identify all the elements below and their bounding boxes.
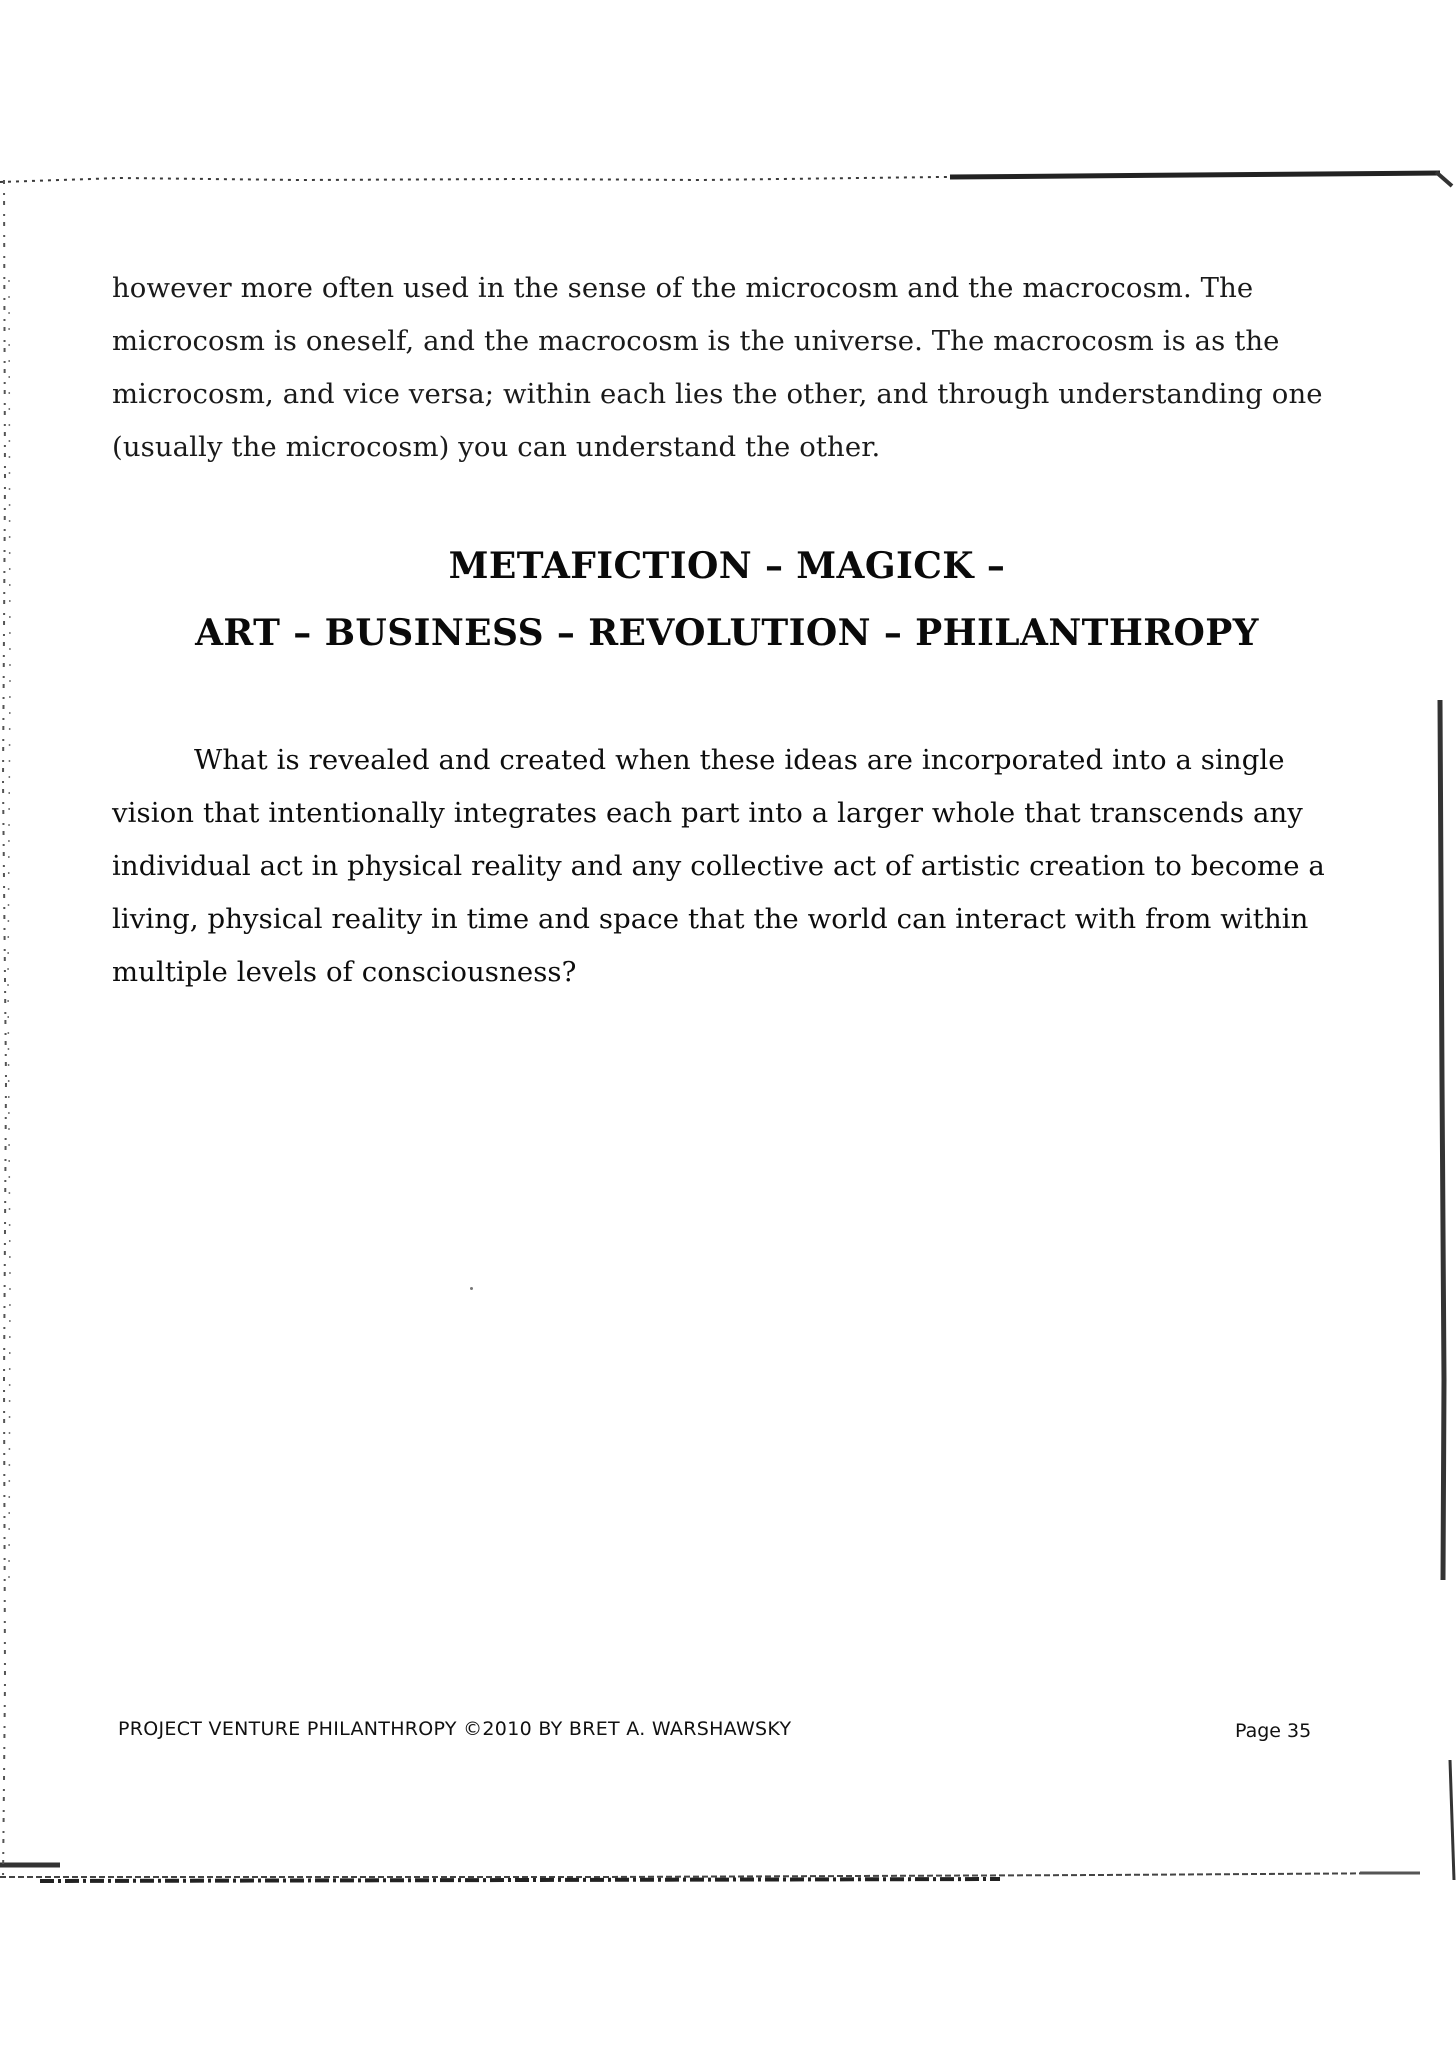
body-paragraph-intro: however more often used in the sense of the microcosm and the macrocosm. The microcosm is oneself, and the macrocosm is the universe. The macrocosm is as the microcosm, and vice versa; within each lies the other, and through understanding one (usually the microcosm) you can understand the other.	[112, 272, 1323, 463]
body-paragraph-question: What is revealed and created when these ideas are incorporated into a single vision that intentionally integrates each part into a larger whole that transcends any individual act in physical reality and any collective act of artistic creation to become a living, physical reality in time and space that the world can interact with from within multiple levels of consciousness?	[112, 744, 1325, 988]
scan-edge-left	[0, 180, 18, 1880]
page-number: Page 35	[1235, 1720, 1312, 1742]
scan-edge-right	[1430, 180, 1456, 1880]
section-heading-line-2: ART – BUSINESS – REVOLUTION – PHILANTHROPY	[195, 612, 1259, 654]
scan-edge-bottom	[0, 1855, 1456, 1895]
section-heading-line-1: METAFICTION – MAGICK –	[448, 545, 1006, 587]
scan-speck	[470, 1287, 473, 1290]
footer-copyright: PROJECT VENTURE PHILANTHROPY ©2010 BY BRET A. WARSHAWSKY	[118, 1718, 792, 1740]
scan-edge-top	[0, 168, 1456, 190]
